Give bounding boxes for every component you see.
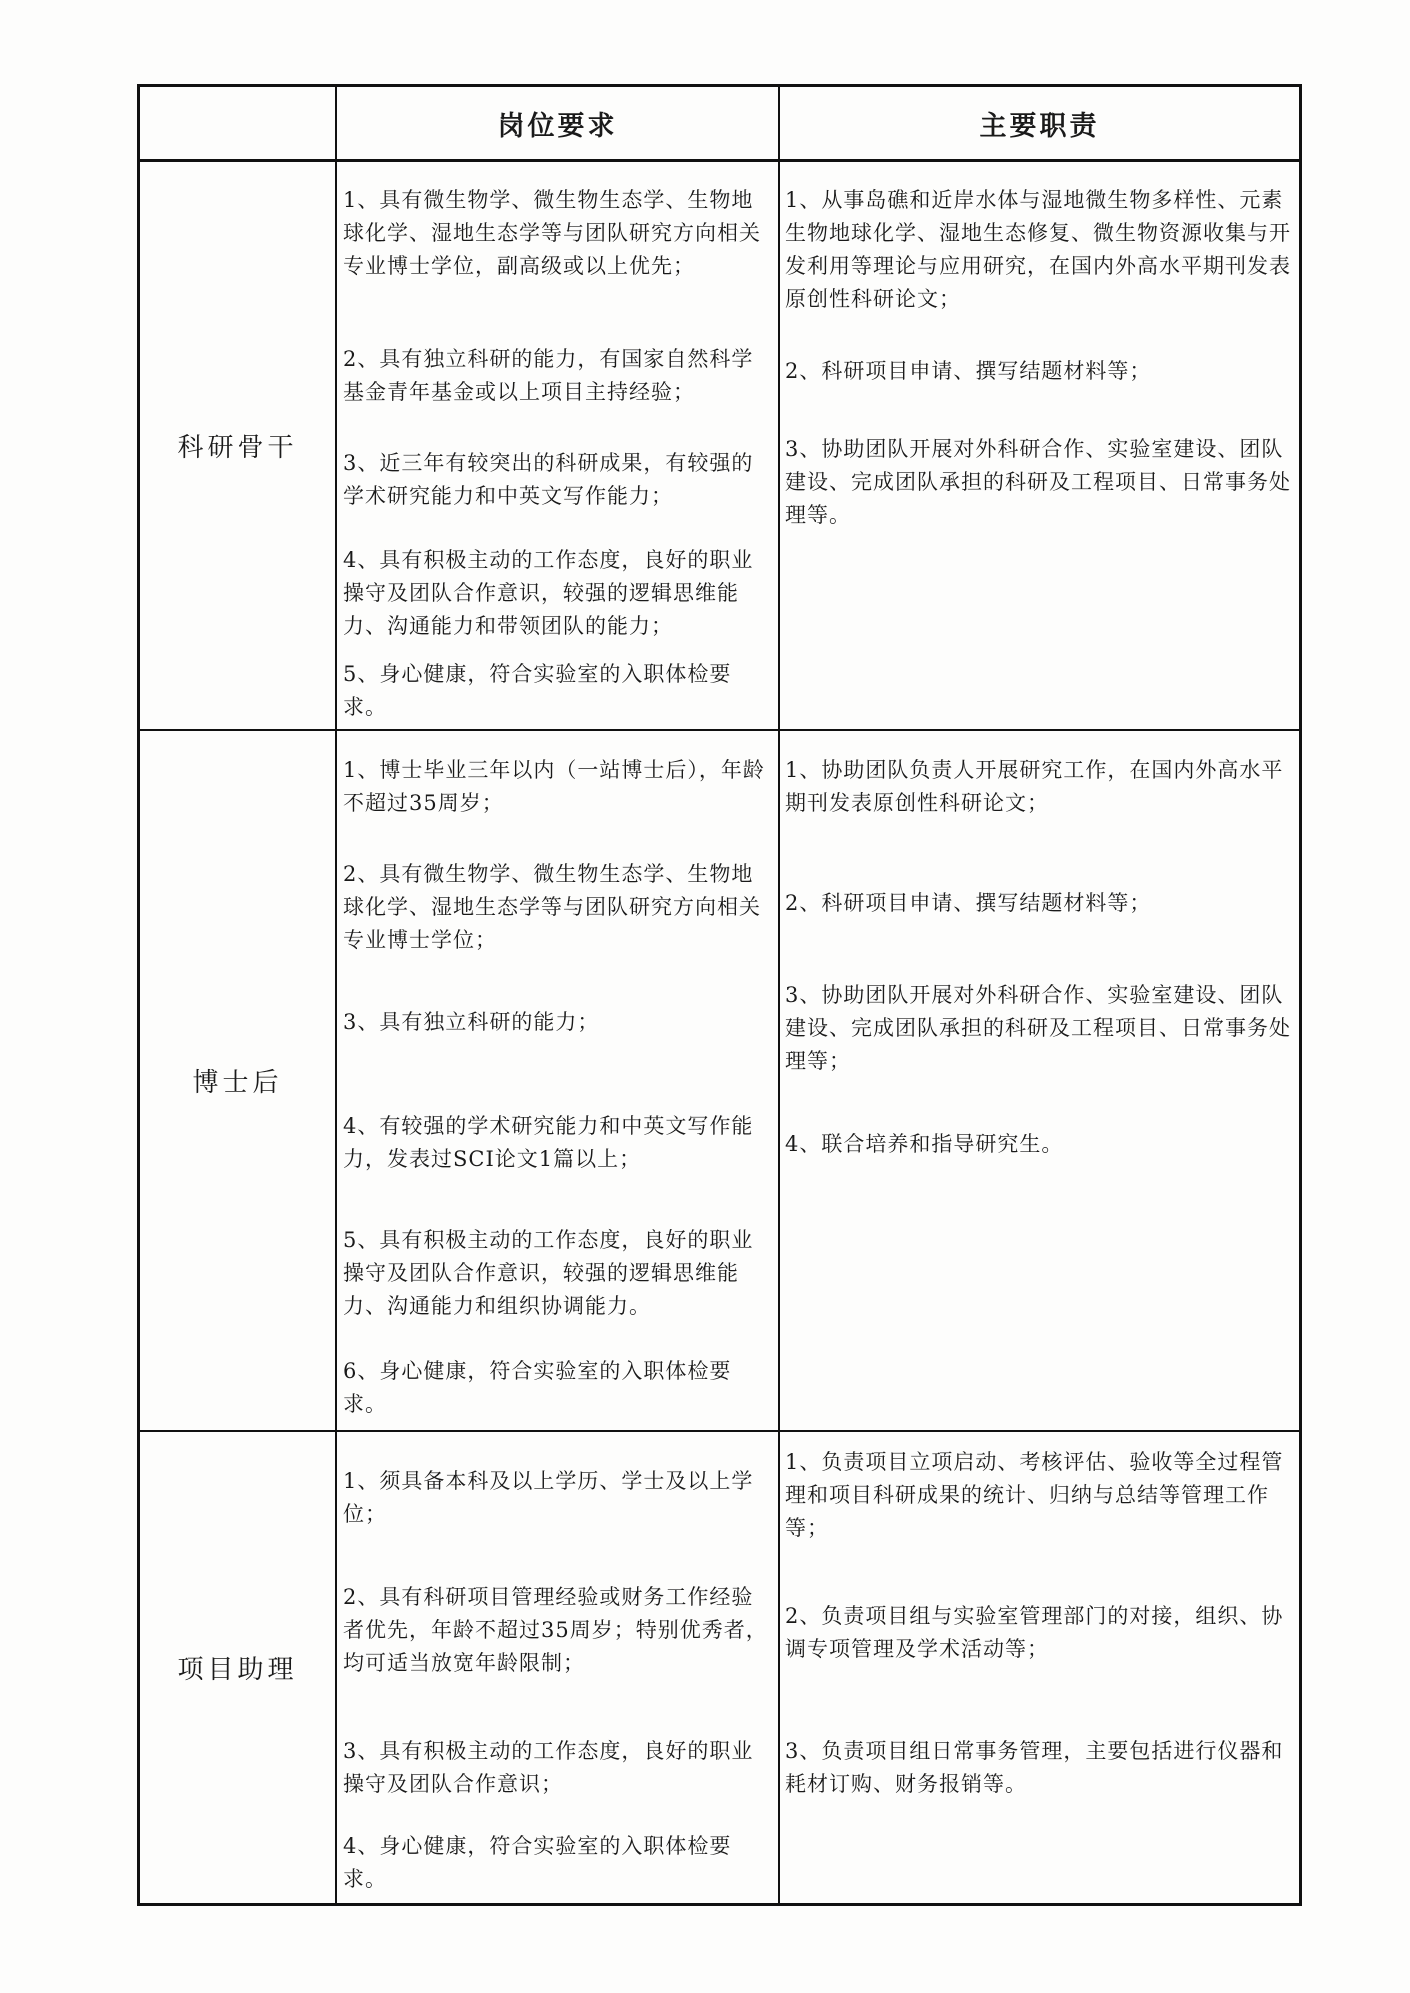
requirement-item: 1、具有微生物学、微生物生态学、生物地球化学、湿地生态学等与团队研究方向相关专业博士学位，副高级或以上优先；: [343, 188, 761, 278]
requirement-item: 4、身心健康，符合实验室的入职体检要求。: [343, 1834, 732, 1891]
row-label: 博士后: [192, 1068, 283, 1098]
duty-item: 3、协助团队开展对外科研合作、实验室建设、团队建设、完成团队承担的科研及工程项目、日常事务处理等；: [785, 983, 1291, 1073]
row-label: 科研骨干: [177, 433, 298, 463]
requirement-item: 3、具有独立科研的能力；: [343, 1010, 600, 1034]
column-divider: [778, 84, 780, 1906]
header-duties: 主要职责: [979, 110, 1100, 142]
duty-item: 2、科研项目申请、撰写结题材料等；: [785, 359, 1152, 383]
duty-item: 1、从事岛礁和近岸水体与湿地微生物多样性、元素生物地球化学、湿地生态修复、微生物资源收集与开发利用等理论与应用研究，在国内外高水平期刊发表原创性科研论文；: [785, 188, 1291, 311]
requirement-item: 2、具有科研项目管理经验或财务工作经验者优先，年龄不超过35周岁；特别优秀者，均可适当放宽年龄限制；: [343, 1585, 768, 1675]
requirement-item: 2、具有微生物学、微生物生态学、生物地球化学、湿地生态学等与团队研究方向相关专业博士学位；: [343, 862, 761, 952]
duty-item: 1、负责项目立项启动、考核评估、验收等全过程管理和项目科研成果的统计、归纳与总结等管理工作等；: [785, 1450, 1284, 1540]
duty-item: 2、负责项目组与实验室管理部门的对接，组织、协调专项管理及学术活动等；: [785, 1604, 1284, 1661]
requirement-item: 1、须具备本科及以上学历、学士及以上学位；: [343, 1469, 754, 1526]
requirement-item: 5、具有积极主动的工作态度，良好的职业操守及团队合作意识，较强的逻辑思维能力、沟通能力和组织协调能力。: [343, 1228, 754, 1318]
duty-item: 3、协助团队开展对外科研合作、实验室建设、团队建设、完成团队承担的科研及工程项目、日常事务处理等。: [785, 437, 1291, 527]
requirement-item: 3、近三年有较突出的科研成果，有较强的学术研究能力和中英文写作能力；: [343, 451, 754, 508]
requirement-item: 4、具有积极主动的工作态度，良好的职业操守及团队合作意识，较强的逻辑思维能力、沟通能力和带领团队的能力；: [343, 548, 754, 638]
requirement-item: 5、身心健康，符合实验室的入职体检要求。: [343, 662, 732, 719]
requirement-item: 1、博士毕业三年以内（一站博士后），年龄不超过35周岁；: [343, 758, 765, 815]
requirement-item: 2、具有独立科研的能力，有国家自然科学基金青年基金或以上项目主持经验；: [343, 347, 754, 404]
requirement-item: 6、身心健康，符合实验室的入职体检要求。: [343, 1359, 732, 1416]
duty-item: 4、联合培养和指导研究生。: [785, 1132, 1064, 1156]
requirement-item: 4、有较强的学术研究能力和中英文写作能力，发表过SCI论文1篇以上；: [343, 1114, 754, 1171]
duty-item: 3、负责项目组日常事务管理，主要包括进行仪器和耗材订购、财务报销等。: [785, 1739, 1284, 1796]
column-divider: [335, 84, 337, 1906]
requirement-item: 3、具有积极主动的工作态度，良好的职业操守及团队合作意识；: [343, 1739, 754, 1796]
duty-item: 2、科研项目申请、撰写结题材料等；: [785, 891, 1152, 915]
row-label: 项目助理: [177, 1655, 298, 1685]
header-requirements: 岗位要求: [497, 110, 618, 142]
duty-item: 1、协助团队负责人开展研究工作，在国内外高水平期刊发表原创性科研论文；: [785, 758, 1284, 815]
